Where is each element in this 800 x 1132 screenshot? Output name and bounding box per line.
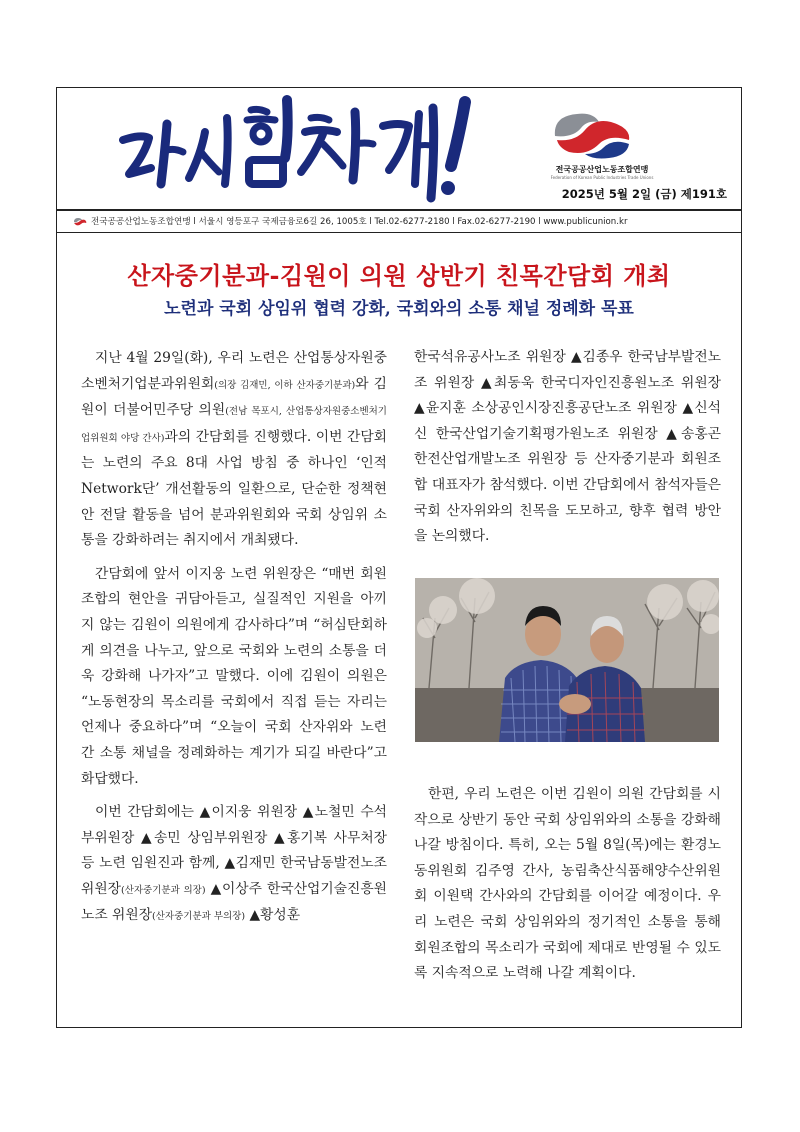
contact-bar [57,212,741,232]
paragraph-1-note-1: (의장 김재민, 이하 산자중기분과) [214,379,356,391]
paragraph-1-text-b: 와 김원이 더불어민주당 의원 [81,375,387,419]
paragraph-3-text-b: ▲이상주 한국산업기술진흥원노조 위원장 [81,880,387,924]
contact-text: 전국공공산업노동조합연맹 l 서울시 영등포구 국제금융로6길 26, 1005호 l Tel.02-6277-2180 l Fax.02-6277-2190 l www.publicunion.kr [91,217,628,227]
paragraph-3 [81,800,387,930]
brush-title-logo [101,88,481,209]
org-name: 전국공공산업노동조합연맹 [555,165,649,174]
issue-date: 2025년 5월 2일 (금) 제191호 [561,187,727,201]
paragraph-4: 한편, 우리 노련은 이번 김원이 의원 간담회를 시작으로 상반기 동안 국회 상임위와의 소통을 강화해 나갈 방침이다. 특히, 오는 5월 8일(목)에는 환경노동위원회 김주영 간사, 농림축산식품해양수산위원회 이원택 간사와의 간담회를 이어갈 예정이다. 우리 노련은 국회 상임위와의 정기적인 소통을 통해 회원조합의 목소리가 국회에 제대로 반영될 수 있도록 지속적으로 노력해 나갈 계획이다. [414,786,721,982]
paragraph-2: 간담회에 앞서 이지웅 노련 위원장은 “매번 회원조합의 현안을 귀담아듣고, 실질적인 지원을 아끼지 않는 김원이 의원에게 감사하다”며 “허심탄회하게 의견을 나누고, 앞으로 국회와 노련의 소통을 더욱 강화해 나가자”고 말했다. 이에 김원이 의원은 “노동현장의 목소리를 국회에서 직접 듣는 자리는 언제나 중요하다”며 “오늘이 국회 산자위와 노련 간 소통 채널을 정례화하는 계기가 되길 바란다”고 화답했다. [81,565,388,787]
article-column-left [81,346,387,938]
org-name-english: Federation of Korean Public Industries Trade Unions [550,175,654,180]
masthead [57,88,741,209]
article-column-right-bottom [414,782,721,995]
article-headline: 산자중기분과-김원이 의원 상반기 친목간담회 개최 [127,261,671,290]
paragraph-1-text-c: 과의 간담회를 진행했다. 이번 간담회는 노련의 주요 8대 사업 방침 중 하나인 ‘인적Network단’ 개선활동의 일환으로, 단순한 정책현안 전달 활동을 넘어 분과위원회와 국회 상임위 소통을 강화하려는 취지에서 개최됐다. [81,428,387,549]
meeting-photo [415,578,719,742]
paragraph-3-note-1: (산자중기분과 의장) [120,884,206,896]
paragraph-3-continued: 한국석유공사노조 위원장 ▲김종우 한국남부발전노조 위원장 ▲최동욱 한국디자인진흥원노조 위원장 ▲윤지훈 소상공인시장진흥공단노조 위원장 ▲신석신 한국산업기술기획평가원노조 위원장 ▲송홍곤 한전산업개발노조 위원장 등 산자중기분과 회원조합 대표자가 참석했다. 이번 간담회에서 참석자들은 국회 산자위와의 친목을 도모하고, 향후 협력 방안을 논의했다. [414,349,721,545]
union-logo-icon [547,106,637,162]
newsletter-frame [56,87,742,1028]
article-column-right-top [414,345,721,558]
mini-union-logo-icon [73,217,87,227]
article-subheadline: 노련과 국회 상임위 협력 강화, 국회와의 소통 채널 정례화 목표 [164,299,634,319]
paragraph-1-text-a: 지난 4월 29일(화), 우리 노련은 산업통상자원중소벤처기업분과위원회 [81,350,387,392]
paragraph-3-note-2: (산자중기분과 부의장) [152,911,246,923]
contact-divider [57,232,741,233]
masthead-divider [57,209,741,211]
paragraph-3-text-c: ▲황성훈 [245,907,301,924]
paragraph-3-text-a: 이번 간담회에는 ▲이지웅 위원장 ▲노철민 수석부위원장 ▲송민 상임부위원장 ▲홍기복 사무처장 등 노련 임원진과 함께, ▲김재민 한국남동발전노조 위원장 [81,804,387,897]
paragraph-1-note-2: (전남 목포시, 산업통상자원중소벤처기업위원회 야당 간사) [81,406,387,444]
paragraph-1 [81,346,387,554]
